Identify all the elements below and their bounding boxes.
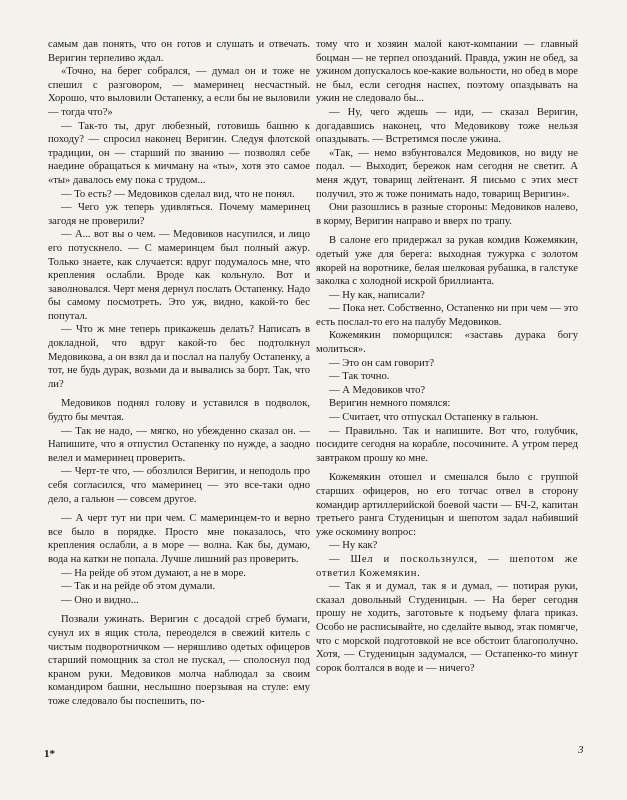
paragraph: — Так не надо, — мягко, но убежденно сказал он. — Напишите, что я отпустил Остапенку по нужде, а заодно велел и мамеринец проверить. bbox=[48, 425, 310, 464]
paragraph: — Считает, что отпускал Остапенку в гальюн. bbox=[329, 412, 539, 424]
paragraph: — Пока нет. Собственно, Остапенко ни при чем — это есть послал-то его на палубу Медовиков. bbox=[316, 303, 578, 328]
paragraph: Они разошлись в разные стороны: Медовиков налево, в корму, Веригин направо и вверх по трапу. bbox=[316, 202, 578, 227]
paragraph: — Шел и поскользнулся, — шепотом же ответил Кожемякин. bbox=[316, 553, 578, 579]
page-number: 3 bbox=[578, 744, 584, 756]
paragraph: — Ну, чего ждешь — иди, — сказал Веригин, догадавшись наконец, что Медовикову тоже нельзя опаздывать. — Встретимся после ужина. bbox=[316, 106, 578, 146]
paragraph: — А... вот вы о чем. — Медовиков насупился, и лицо его потускнело. — С мамеринцем был полный ажур. Только знаете, как случается: вдруг подумалось мне, что крепления ослабли. Вроде как кольнуло. Вот и заволновался. Черт меня дернул послать Остапенку. Надо бы самому посмотреть. Это уж, видно, какой-то бес попутал. bbox=[48, 229, 310, 322]
paragraph: — Так-то ты, друг любезный, готовишь башню к походу? — спросил наконец Веригин. Следуя флотской традиции, он — старший по званию — позволял себе наедине обращаться к мичману на «ты», хотя это самое «ты» давалось ему пока с трудом... bbox=[48, 120, 310, 186]
paragraph: — Ну как, написали? bbox=[329, 289, 425, 301]
paragraph: — Черт-те что, — обозлился Веригин, и неподоль про себя согласился, что мамеринец — это все-таки одно дело, а гальюн — совсем другое. bbox=[48, 466, 310, 505]
paragraph: «Точно, на берег собрался, — думал он и тоже не спешил с разговором, — мамеринец несчастный. Хорошо, что выловили Остапенку, а если бы не выловили — тогда что?» bbox=[48, 66, 310, 118]
paragraph: — Так и на рейде об этом думали. bbox=[61, 581, 216, 593]
paragraph: тому что и хозяин малой кают-компании — главный боцман — не терпел опозданий. Правда, ужин не обед, за ужином допускалось кое-какие вольности, но обед в море не был, если сегодня наспех, поэтому опаздывать на ужин не следовало бы... bbox=[316, 39, 578, 105]
paragraph: Кожемякин отошел и смешался было с группой старших офицеров, но его тотчас отвел в сторону командир артиллерийской боевой части — БЧ-2, капитан третьего ранга Студеницын и шепотом задал набивший уже оскомину вопрос: bbox=[316, 472, 578, 538]
paragraph: — Ну как? bbox=[329, 540, 378, 552]
paragraph: Кожемякин поморщился: «заставь дурака богу молиться». bbox=[316, 330, 578, 356]
paragraph: — А Медовиков что? bbox=[329, 384, 426, 396]
paragraph: В салоне его придержал за рукав комдив Кожемякин, одетый уже для берега: выходная тужурка с золотом якорей на воротнике, белая шелковая рубашка, в галстуке заколка с холодной искрой бриллианта. bbox=[316, 235, 578, 288]
paragraph: — Так я и думал, так я и думал, — потирая руки, сказал довольный Студеницын. — На берег сегодня прошу не ходить, заготовьте к подъему флага приказ. Особо не расписывайте, но сделайте вывод, этак помягче, что с морской подготовкой не все обстоит благополучно. Хотя, — Студеницын задумался, — Остапенко-то минут сорок болтался в воде и — ничего? bbox=[316, 581, 578, 674]
paragraph: — На рейде об этом думают, а не в море. bbox=[61, 567, 246, 579]
paragraph: — Правильно. Так и напишите. Вот что, голубчик, посидите сегодня на корабле, посочините. А утром перед завтраком прошу ко мне. bbox=[316, 425, 578, 464]
paragraph: — Это он сам говорит? bbox=[329, 357, 435, 369]
paragraph: — А черт тут ни при чем. С мамеринцем-то и верно все было в порядке. Просто мне показалось, что крепления ослабли, а в море — волна. Как бы, думаю, вода на катки не попала. Лучше лишний раз проверить. bbox=[48, 513, 310, 565]
paragraph: — Оно и видно... bbox=[61, 594, 139, 606]
paragraph: Медовиков поднял голову и уставился в подволок, будто бы мечтая. bbox=[48, 398, 310, 424]
paragraph: — Чего уж теперь удивляться. Почему мамеринец загодя не проверили? bbox=[48, 202, 310, 227]
right-text-column bbox=[316, 38, 578, 675]
signature-mark: 1* bbox=[44, 748, 55, 760]
paragraph: Веригин немного помялся: bbox=[329, 398, 451, 410]
paragraph: Позвали ужинать. Веригин с досадой сгреб бумаги, сунул их в ящик стола, переоделся в свежий китель с чистым подворотничком — неряшливо одетых офицеров старший помощник за стол не пускал, — сполоснул под краном руки. Медовиков молча наблюдал за своим командиром башни, неслышно поерзывая на стуле: ему тоже следовало бы поспешить, по- bbox=[48, 614, 310, 707]
paragraph: — Что ж мне теперь прикажешь делать? Написать в докладной, что вдруг какой-то бес подтолкнул Медовикова, а он взял да и послал на палубу Остапенку, а тот, не будь дурак, возьми да и вывались за борт. Так, что ли? bbox=[48, 324, 310, 390]
paragraph: — То есть? — Медовиков сделал вид, что не понял. bbox=[61, 188, 295, 200]
paragraph: самым дав понять, что он готов и слушать и отвечать. Веригин терпеливо ждал. bbox=[48, 39, 310, 64]
left-text-column bbox=[48, 38, 310, 709]
paragraph: — Так точно. bbox=[329, 371, 390, 383]
paragraph: «Так, — немо взбунтовался Медовиков, но виду не подал. — Выходит, бережок нам сегодня не светит. А меня ждут, товарищ лейтенант. Я письмо с этих мест получил, это ж тоже понимать надо, товарищ Веригин». bbox=[316, 147, 578, 200]
